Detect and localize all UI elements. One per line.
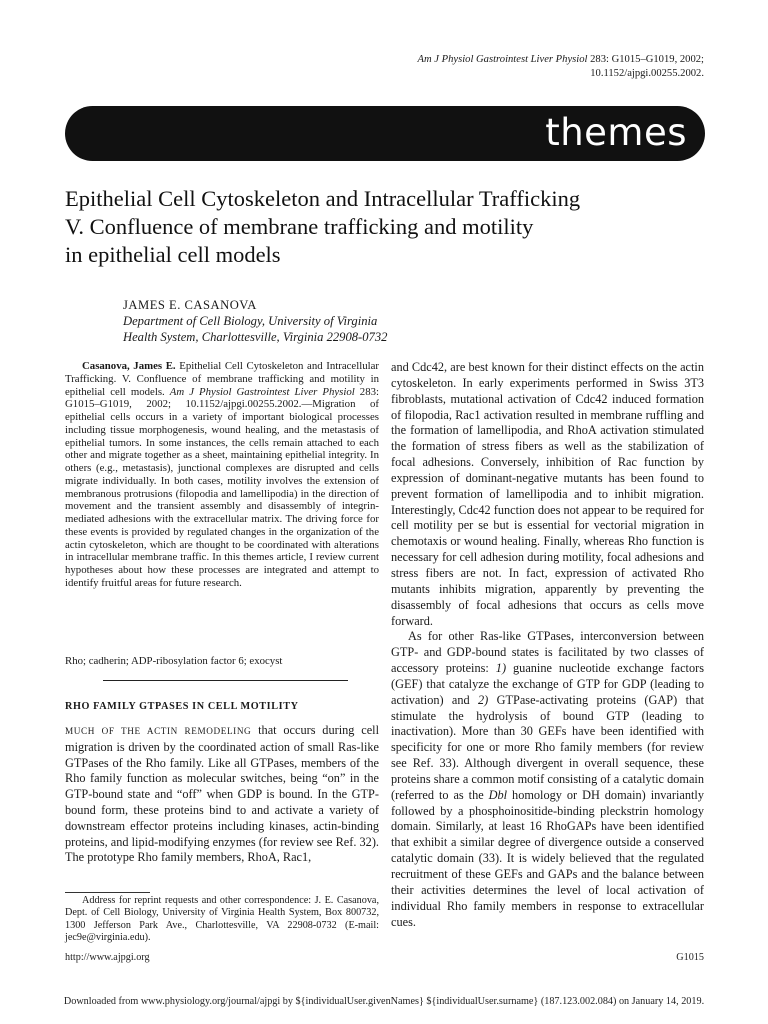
footnote [65,895,379,945]
abstract-cite-name: Casanova, James E. [82,360,176,372]
para2-part-d: homology or DH domain) invariantly followed by a phosphoinositide-binding pleckstrin homology domain. Similarly, at least 16 RhoGAPs have been identified that exhibit a similar degree of divergence outside a conserved catalytic domain (33). It is widely believed that the regulated recruitment of these GEFs and GAPs and the balance between their activities determines the level of local activation of individual Rho family members in response to extracellular cues. [391,787,704,929]
title-line-1: Epithelial Cell Cytoskeleton and Intracellular Trafficking [65,186,581,211]
body-left-text: that occurs during cell migration is driven by the coordinated action of small Ras-like GTPases of the Rho family. Like all GTPases, members of the Rho family function as molecular switches, being “on” in the GTP-bound state and “off” when GDP is bound. In the GTP-bound form, these proteins bind to and activate a variety of downstream effector proteins including kinases, actin-binding proteins, and lipid-modifying enzymes (for review see Ref. 32). The prototype Rho family members, RhoA, Rac1, [65,723,379,865]
abstract-cite-rest: 283: G1015–G1019, 2002; 10.1152/ajpgi.00255.2002.— [65,385,379,411]
citation-volume: 283: G1015–G1019, 2002; [587,54,704,65]
body-right-para-1: and Cdc42, are best known for their distinct effects on the actin cytoskeleton. In early experiments performed in Swiss 3T3 fibroblasts, mutational activation of Cdc42 induced formation of filopodia, Rac1 activation resulted in membrane ruffling and the formation of lamellipodia, and RhoA activation stimulated the formation of stress fibers as well as the stabilization of focal adhesions. Conversely, inhibition of Rac function by expression of dominant-negative mutants has been found to prevent formation of lamellipodia and to inhibit migration. Interestingly, Cdc42 function does not appear to be required for cell motility per se but is essential for vectorial migration in chemotaxis or wound healing. Finally, whereas Rho function is necessary for cell adhesion during motility, focal adhesions and stress fibers are not. In fact, expression of activated Rho mutants inhibits migration, apparently by preventing the disassembly of focal adhesions that occurs as cells move forward. [391,360,704,628]
body-column-left [65,723,379,866]
enum-1: 1) [495,661,507,676]
journal-url[interactable]: http://www.ajpgi.org [65,952,150,963]
citation-doi: 10.1152/ajpgi.00255.2002. [590,68,704,79]
dbl-term: Dbl [488,787,508,802]
footnote-text: Address for reprint requests and other correspondence: J. E. Casanova, Dept. of Cell Biology, University of Virginia Health System, Box 800732, 1300 Jefferson Park Ave., Charlottesville, VA 22908-0732 (E-mail: jec9e@virginia.edu). [65,895,379,944]
para2-part-b: guanine nucleotide exchange factors (GEF) that catalyze the exchange of GTP for GDP (leading to activation) and [391,661,704,707]
abstract [65,360,379,590]
banner-label: themes [545,111,687,154]
para2-part-c: GTPase-activating proteins (GAP) that stimulate the hydrolysis of bound GTP (leading to inactivation). More than 30 GEFs have been identified with specificity for one or more Rho family members (for review see Ref. 33). Although divergent in overall sequence, these proteins share a common motif consisting of a catalytic domain (referred to as the [391,692,705,802]
journal-name: Am J Physiol Gastrointest Liver Physiol [417,54,588,65]
section-divider [103,680,348,681]
body-right-para-2 [391,629,704,930]
para2-part-a: As for other Ras-like GTPases, interconversion between GTP- and GDP-bound states is facilitated by two classes of accessory proteins: [391,629,704,676]
author-affiliation-line-2: Health System, Charlottesville, Virginia 22908-0732 [123,330,388,344]
section-heading: RHO FAMILY GTPASES IN CELL MOTILITY [65,701,299,712]
themes-banner [65,106,705,161]
abstract-cite-journal: Am J Physiol Gastrointest Liver Physiol [169,385,355,398]
author-block [123,297,623,345]
citation-header [284,53,704,81]
body-column-right [391,360,704,930]
abstract-cite-title: Epithelial Cell Cytoskeleton and Intracellular Trafficking. V. Confluence of membrane trafficking and motility in epithelial cell models. [65,360,379,398]
page-number: G1015 [676,952,704,963]
footnote-rule [65,892,150,893]
title-line-3: in epithelial cell models [65,242,281,267]
keywords: Rho; cadherin; ADP-ribosylation factor 6; exocyst [65,655,283,667]
author-affiliation-line-1: Department of Cell Biology, University of Virginia [123,314,378,328]
abstract-text: Migration of epithelial cells occurs in a variety of important biological processes including tissue morphogenesis, wound healing, and the metastasis of epithelial tumors. In some instances, the cells remain attached to each other and migrate together as a sheet, maintaining epithelial integrity. In others (e.g., metastasis), junctional complexes are disrupted and cells migrate individually. In both cases, motility involves the extension of membranous protrusions (filopodia and lamellipodia) in the direction of movement and the transient assembly and disassembly of integrin-mediated adhesions with the extracellular matrix. The driving force for these events is provided by regulated changes in the organization of the actin cytoskeleton, which are thought to be coordinated with alterations in intracellular membrane traffic. In this themes article, I review current hypotheses about how these processes are integrated and attempt to identify fruitful areas for future research. [65,398,379,589]
download-notice: Downloaded from www.physiology.org/journal/ajpgi by ${individualUser.givenNames} ${individualUser.surname} (187.123.002.084) on January 14, 2019. [63,996,705,1007]
article-title [65,185,705,269]
lead-smallcaps: MUCH OF THE ACTIN REMODELING [65,726,252,736]
title-line-2: V. Confluence of membrane trafficking and motility [65,214,534,239]
enum-2: 2) [478,692,489,707]
author-name: JAMES E. CASANOVA [123,298,257,312]
